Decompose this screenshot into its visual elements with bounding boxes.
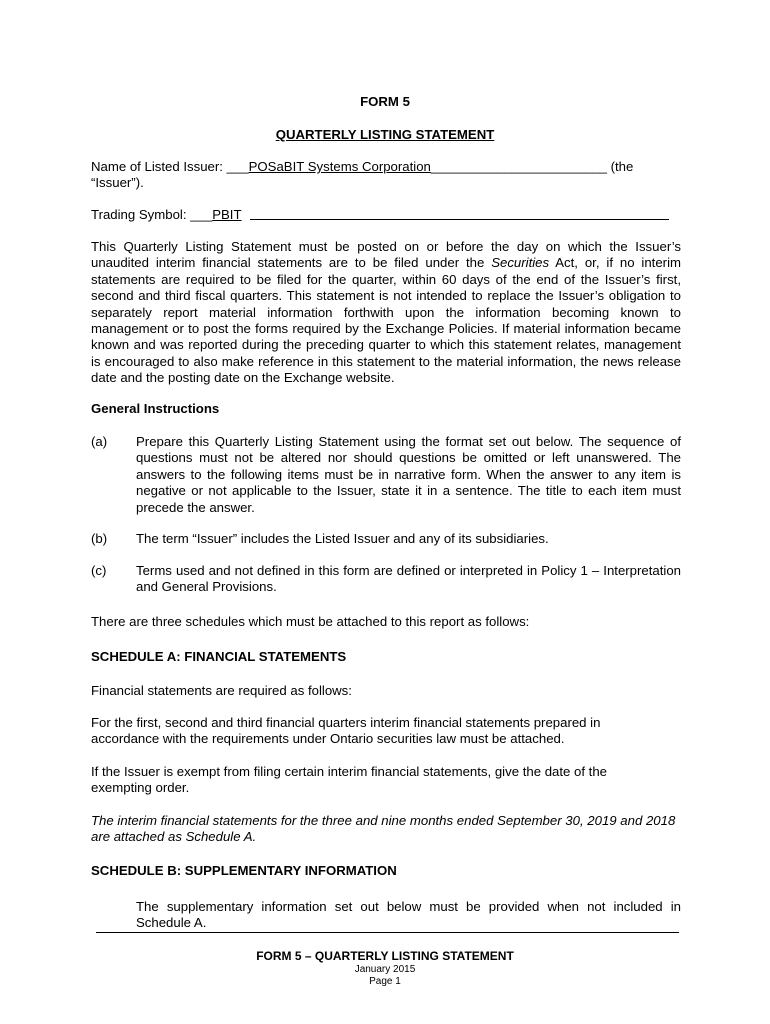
footer-page-number: Page 1	[369, 976, 401, 987]
footer-title: FORM 5 – QUARTERLY LISTING STATEMENT	[256, 949, 514, 963]
issuer-line-2: “Issuer”).	[91, 175, 144, 190]
issuer-leading-blank: ___	[226, 159, 249, 174]
intro-italic-securities: Securities	[491, 255, 550, 271]
instruction-b-label: (b)	[91, 531, 108, 546]
schedule-a-p1: Financial statements are required as follows:	[91, 683, 352, 698]
intro-part1: This Quarterly Listing Statement must be posted on or before the day on which the Issuer’s unaudited interim financial statements are to be filed under the	[91, 239, 681, 271]
schedule-a-p4: The interim financial statements for the three and nine months ended September 30, 2019 and 2018 are attached as Schedule A.	[91, 813, 676, 845]
trading-symbol-line	[91, 207, 242, 223]
schedules-intro: There are three schedules which must be attached to this report as follows:	[91, 614, 530, 629]
issuer-label: Name of Listed Issuer:	[91, 159, 223, 174]
trading-symbol-label: Trading Symbol:	[91, 207, 187, 222]
footer-rule	[96, 932, 679, 933]
issuer-trailing-blank: ________________________	[430, 159, 607, 174]
issuer-suffix: (the	[610, 159, 634, 174]
form-subtitle-text: QUARTERLY LISTING STATEMENT	[275, 127, 495, 142]
footer-date: January 2015	[354, 964, 416, 975]
issuer-name-value: POSaBIT Systems Corporation	[248, 159, 431, 174]
schedule-b-heading: SCHEDULE B: SUPPLEMENTARY INFORMATION	[91, 863, 397, 878]
schedule-a-p3: If the Issuer is exempt from filing certain interim financial statements, give the date of the exempting order.	[91, 764, 608, 796]
schedule-a-heading: SCHEDULE A: FINANCIAL STATEMENTS	[91, 649, 347, 664]
instruction-c-label: (c)	[91, 563, 107, 578]
instruction-c-text: Terms used and not defined in this form are defined or interpreted in Policy 1 – Interpretation and General Provisions.	[136, 563, 681, 595]
trading-symbol-leading-blank: ___	[190, 207, 213, 222]
issuer-line	[91, 159, 681, 175]
trading-symbol-fill-line	[250, 219, 669, 220]
intro-part2: Act, or, if no interim statements are required to be filed for the quarter, within 60 days of the end of the Issuer’s first, second and third fiscal quarters. This statement is not intended to replace the Issuer’s obligation to separately report material information forthwith upon the information becoming known to management or to post the forms required by the Exchange Policies. If material information became known and was reported during the preceding quarter to which this statement relates, management is encouraged to also make reference in this statement to the material information, the news release date and the posting date on the Exchange website.	[91, 255, 681, 386]
intro-paragraph	[91, 239, 681, 387]
schedule-a-p2: For the first, second and third financial quarters interim financial statements prepared in accordance with the requirements under Ontario securities law must be attached.	[91, 715, 601, 747]
form-title: FORM 5	[360, 94, 410, 109]
trading-symbol-value: PBIT	[212, 207, 242, 222]
form-subtitle	[0, 127, 770, 143]
schedule-b-p1: The supplementary information set out below must be provided when not included in Schedule A.	[136, 899, 681, 931]
instruction-a-label: (a)	[91, 434, 108, 449]
instruction-a-text: Prepare this Quarterly Listing Statement using the format set out below. The sequence of questions must not be altered nor should questions be omitted or left unanswered. The answers to the following items must be in narrative form. When the answer to any item is negative or not applicable to the Issuer, state it in a sentence. The title to each item must precede the answer.	[136, 434, 681, 515]
instruction-b-text: The term “Issuer” includes the Listed Issuer and any of its subsidiaries.	[136, 531, 549, 546]
general-instructions-heading: General Instructions	[91, 401, 220, 416]
